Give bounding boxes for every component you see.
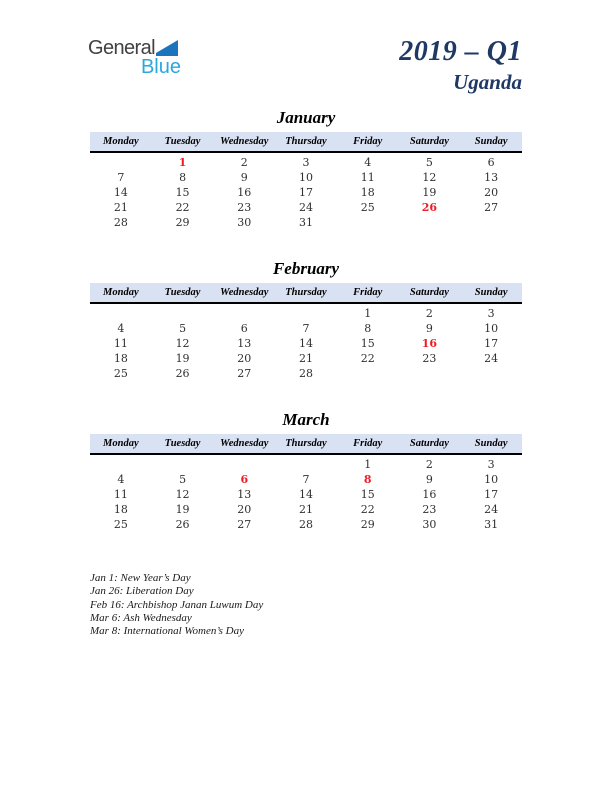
day-cell: 24 [484, 503, 499, 516]
day-cell: 17 [298, 186, 313, 199]
month-title: February [272, 259, 340, 278]
day-cell: 11 [113, 337, 128, 350]
day-cell: 8 [179, 171, 187, 184]
day-cell: 16 [422, 488, 437, 501]
day-cell: 6 [487, 156, 495, 169]
weekday-cell-thursday: Thursday [285, 136, 327, 147]
day-cell: 15 [360, 337, 375, 350]
week-row [90, 170, 522, 185]
day-cell: 3 [302, 156, 310, 169]
general-blue-logo [88, 38, 184, 76]
day-cell: 4 [117, 322, 125, 335]
weekday-header-row [90, 132, 522, 153]
day-cell: 11 [360, 171, 375, 184]
weekday-cell-sunday: Sunday [474, 438, 508, 449]
day-cell: 23 [422, 352, 437, 365]
day-cell: 18 [113, 352, 128, 365]
day-cell: 26 [175, 518, 190, 531]
holiday-day-cell: 26 [421, 201, 438, 214]
day-cell: 23 [237, 201, 252, 214]
logo-text-general: General [88, 37, 155, 59]
page-header [0, 0, 612, 93]
week-row [90, 336, 522, 351]
day-cell: 31 [484, 518, 499, 531]
day-cell: 4 [364, 156, 372, 169]
day-cell: 13 [237, 488, 252, 501]
weekday-cell-friday: Friday [353, 136, 383, 147]
weekday-cell-monday: Monday [103, 287, 139, 298]
weekday-header-row [90, 283, 522, 304]
day-cell: 21 [113, 201, 128, 214]
day-cell: 10 [298, 171, 313, 184]
day-cell: 2 [425, 458, 433, 471]
day-cell: 17 [484, 337, 499, 350]
week-row [90, 502, 522, 517]
weekday-cell-tuesday: Tuesday [164, 136, 201, 147]
weekday-cell-friday: Friday [353, 438, 383, 449]
day-cell: 27 [237, 518, 252, 531]
week-row [90, 366, 522, 381]
day-grid [90, 153, 522, 230]
day-cell: 7 [302, 322, 310, 335]
day-cell: 25 [360, 201, 375, 214]
weekday-cell-wednesday: Wednesday [220, 438, 269, 449]
day-cell: 13 [237, 337, 252, 350]
day-cell: 8 [364, 322, 372, 335]
week-row [90, 517, 522, 532]
holiday-day-cell: 1 [178, 156, 187, 169]
day-cell: 22 [175, 201, 190, 214]
weekday-cell-monday: Monday [103, 136, 139, 147]
day-cell: 5 [179, 322, 187, 335]
day-cell: 7 [117, 171, 125, 184]
day-cell: 21 [298, 503, 313, 516]
holiday-notes-list [90, 572, 612, 638]
week-row [90, 215, 522, 230]
day-cell: 12 [175, 488, 190, 501]
day-cell: 20 [484, 186, 499, 199]
day-cell: 17 [484, 488, 499, 501]
months [90, 108, 522, 532]
week-row [90, 321, 522, 336]
week-row [90, 472, 522, 487]
weekday-cell-monday: Monday [103, 438, 139, 449]
month-section-february [90, 259, 522, 381]
day-cell: 1 [364, 458, 372, 471]
day-grid [90, 304, 522, 381]
day-cell: 3 [487, 307, 495, 320]
day-cell: 31 [298, 216, 313, 229]
weekday-cell-tuesday: Tuesday [164, 438, 201, 449]
day-cell: 10 [484, 473, 499, 486]
holiday-note: Mar 6: Ash Wednesday [90, 611, 192, 624]
day-cell: 7 [302, 473, 310, 486]
holiday-note: Jan 26: Liberation Day [90, 585, 194, 598]
weekday-cell-saturday: Saturday [409, 287, 449, 298]
weekday-cell-saturday: Saturday [409, 136, 449, 147]
day-cell: 24 [484, 352, 499, 365]
week-row [90, 185, 522, 200]
weekday-cell-saturday: Saturday [409, 438, 449, 449]
weekday-cell-friday: Friday [353, 287, 383, 298]
day-cell: 11 [113, 488, 128, 501]
day-cell: 5 [179, 473, 187, 486]
day-cell: 3 [487, 458, 495, 471]
day-cell: 19 [175, 352, 190, 365]
holiday-note: Jan 1: New Year’s Day [90, 572, 191, 584]
day-cell: 27 [237, 367, 252, 380]
page-subtitle: Uganda [453, 70, 522, 94]
day-cell: 4 [117, 473, 125, 486]
day-cell: 26 [175, 367, 190, 380]
page-title: 2019 – Q1 [399, 36, 522, 67]
day-cell: 29 [175, 216, 190, 229]
day-cell: 2 [240, 156, 248, 169]
week-row [90, 200, 522, 215]
day-cell: 30 [422, 518, 437, 531]
day-cell: 23 [422, 503, 437, 516]
weekday-cell-wednesday: Wednesday [220, 287, 269, 298]
week-row [90, 351, 522, 366]
day-cell: 25 [113, 518, 128, 531]
weekday-cell-sunday: Sunday [474, 287, 508, 298]
holiday-day-cell: 8 [363, 473, 372, 486]
day-cell: 5 [425, 156, 433, 169]
holiday-note: Feb 16: Archbishop Janan Luwum Day [90, 598, 264, 611]
day-cell: 12 [175, 337, 190, 350]
day-cell: 6 [240, 322, 248, 335]
holiday-day-cell: 6 [240, 473, 249, 486]
weekday-cell-tuesday: Tuesday [164, 287, 201, 298]
day-cell: 18 [113, 503, 128, 516]
day-cell: 20 [237, 352, 252, 365]
day-cell: 14 [113, 186, 128, 199]
month-section-march [90, 410, 522, 532]
day-cell: 19 [422, 186, 437, 199]
day-cell: 30 [237, 216, 252, 229]
day-cell: 19 [175, 503, 190, 516]
day-cell: 14 [298, 337, 313, 350]
day-cell: 10 [484, 322, 499, 335]
day-cell: 27 [484, 201, 499, 214]
day-cell: 28 [298, 367, 313, 380]
month-section-january [90, 108, 522, 230]
day-cell: 18 [360, 186, 375, 199]
day-cell: 28 [298, 518, 313, 531]
weekday-cell-sunday: Sunday [474, 136, 508, 147]
weekday-cell-thursday: Thursday [285, 438, 327, 449]
day-cell: 24 [298, 201, 313, 214]
week-row [90, 487, 522, 502]
day-cell: 21 [298, 352, 313, 365]
holiday-note: Mar 8: International Women’s Day [90, 625, 244, 638]
day-cell: 14 [298, 488, 313, 501]
day-cell: 9 [240, 171, 248, 184]
day-cell: 25 [113, 367, 128, 380]
day-cell: 9 [425, 322, 433, 335]
title-block [399, 38, 522, 93]
day-grid [90, 455, 522, 532]
day-cell: 29 [360, 518, 375, 531]
logo-text-blue: Blue [140, 56, 181, 78]
day-cell: 9 [425, 473, 433, 486]
day-cell: 13 [484, 171, 499, 184]
weekday-header-row [90, 434, 522, 455]
week-row [90, 155, 522, 170]
holiday-day-cell: 16 [421, 337, 438, 350]
weekday-cell-wednesday: Wednesday [220, 136, 269, 147]
day-cell: 28 [113, 216, 128, 229]
day-cell: 15 [175, 186, 190, 199]
weekday-cell-thursday: Thursday [285, 287, 327, 298]
day-cell: 16 [237, 186, 252, 199]
day-cell: 2 [425, 307, 433, 320]
day-cell: 20 [237, 503, 252, 516]
week-row [90, 457, 522, 472]
day-cell: 12 [422, 171, 437, 184]
day-cell: 22 [360, 352, 375, 365]
week-row [90, 306, 522, 321]
month-title: March [282, 410, 330, 429]
month-title: January [276, 108, 336, 127]
day-cell: 22 [360, 503, 375, 516]
day-cell: 15 [360, 488, 375, 501]
day-cell: 1 [364, 307, 372, 320]
